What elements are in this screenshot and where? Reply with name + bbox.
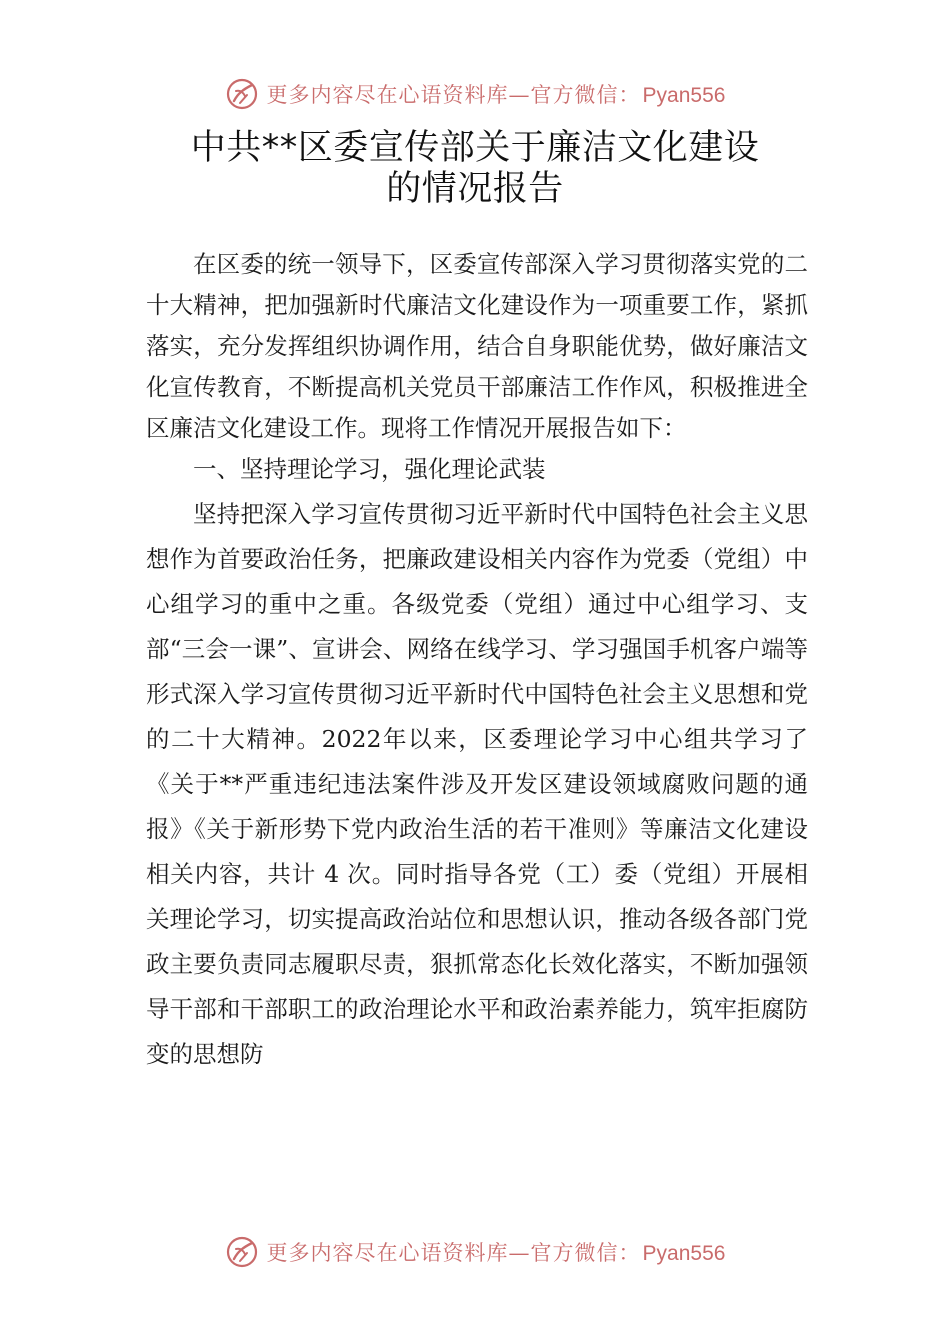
watermark-logo-icon	[225, 1235, 259, 1269]
watermark-wechat-id: Pyan556	[642, 84, 726, 107]
watermark-text	[267, 79, 726, 109]
watermark-text	[267, 1237, 726, 1267]
section-1-heading: 一、坚持理论学习，强化理论武装	[193, 455, 546, 483]
watermark-prefix: 更多内容尽在心语资料库—官方微信：	[266, 83, 641, 107]
watermark-prefix: 更多内容尽在心语资料库—官方微信：	[266, 1241, 641, 1265]
title-line-2: 的情况报告	[386, 169, 564, 209]
intro-paragraph: 在区委的统一领导下，区委宣传部深入学习贯彻落实党的二十大精神，把加强新时代廉洁文化建设作为一项重要工作，紧抓落实，充分发挥组织协调作用，结合自身职能优势，做好廉洁文化宣传教育，不断提高机关党员干部廉洁工作作风，积极推进全区廉洁文化建设工作。现将工作情况开展报告如下：	[146, 250, 808, 442]
document-body	[146, 244, 808, 1077]
footer-watermark	[0, 1232, 950, 1272]
document-title	[0, 128, 950, 210]
header-watermark	[0, 74, 950, 114]
watermark-logo-icon	[225, 77, 259, 111]
section-1-paragraph: 坚持把深入学习宣传贯彻习近平新时代中国特色社会主义思想作为首要政治任务，把廉政建设相关内容作为党委（党组）中心组学习的重中之重。各级党委（党组）通过中心组学习、支部“三会一课”、宣讲会、网络在线学习、学习强国手机客户端等形式深入学习宣传贯彻习近平新时代中国特色社会主义思想和党的二十大精神。2022年以来，区委理论学习中心组共学习了《关于**严重违纪违法案件涉及开发区建设领域腐败问题的通报》《关于新形势下党内政治生活的若干准则》等廉洁文化建设相关内容，共计 4 次。同时指导各党（工）委（党组）开展相关理论学习，切实提高政治站位和思想认识，推动各级各部门党政主要负责同志履职尽责，狠抓常态化长效化落实，不断加强领导干部和干部职工的政治理论水平和政治素养能力，筑牢拒腐防变的思想防	[146, 500, 808, 1068]
watermark-wechat-id: Pyan556	[642, 1242, 726, 1265]
title-line-1: 中共**区委宣传部关于廉洁文化建设	[190, 128, 760, 168]
